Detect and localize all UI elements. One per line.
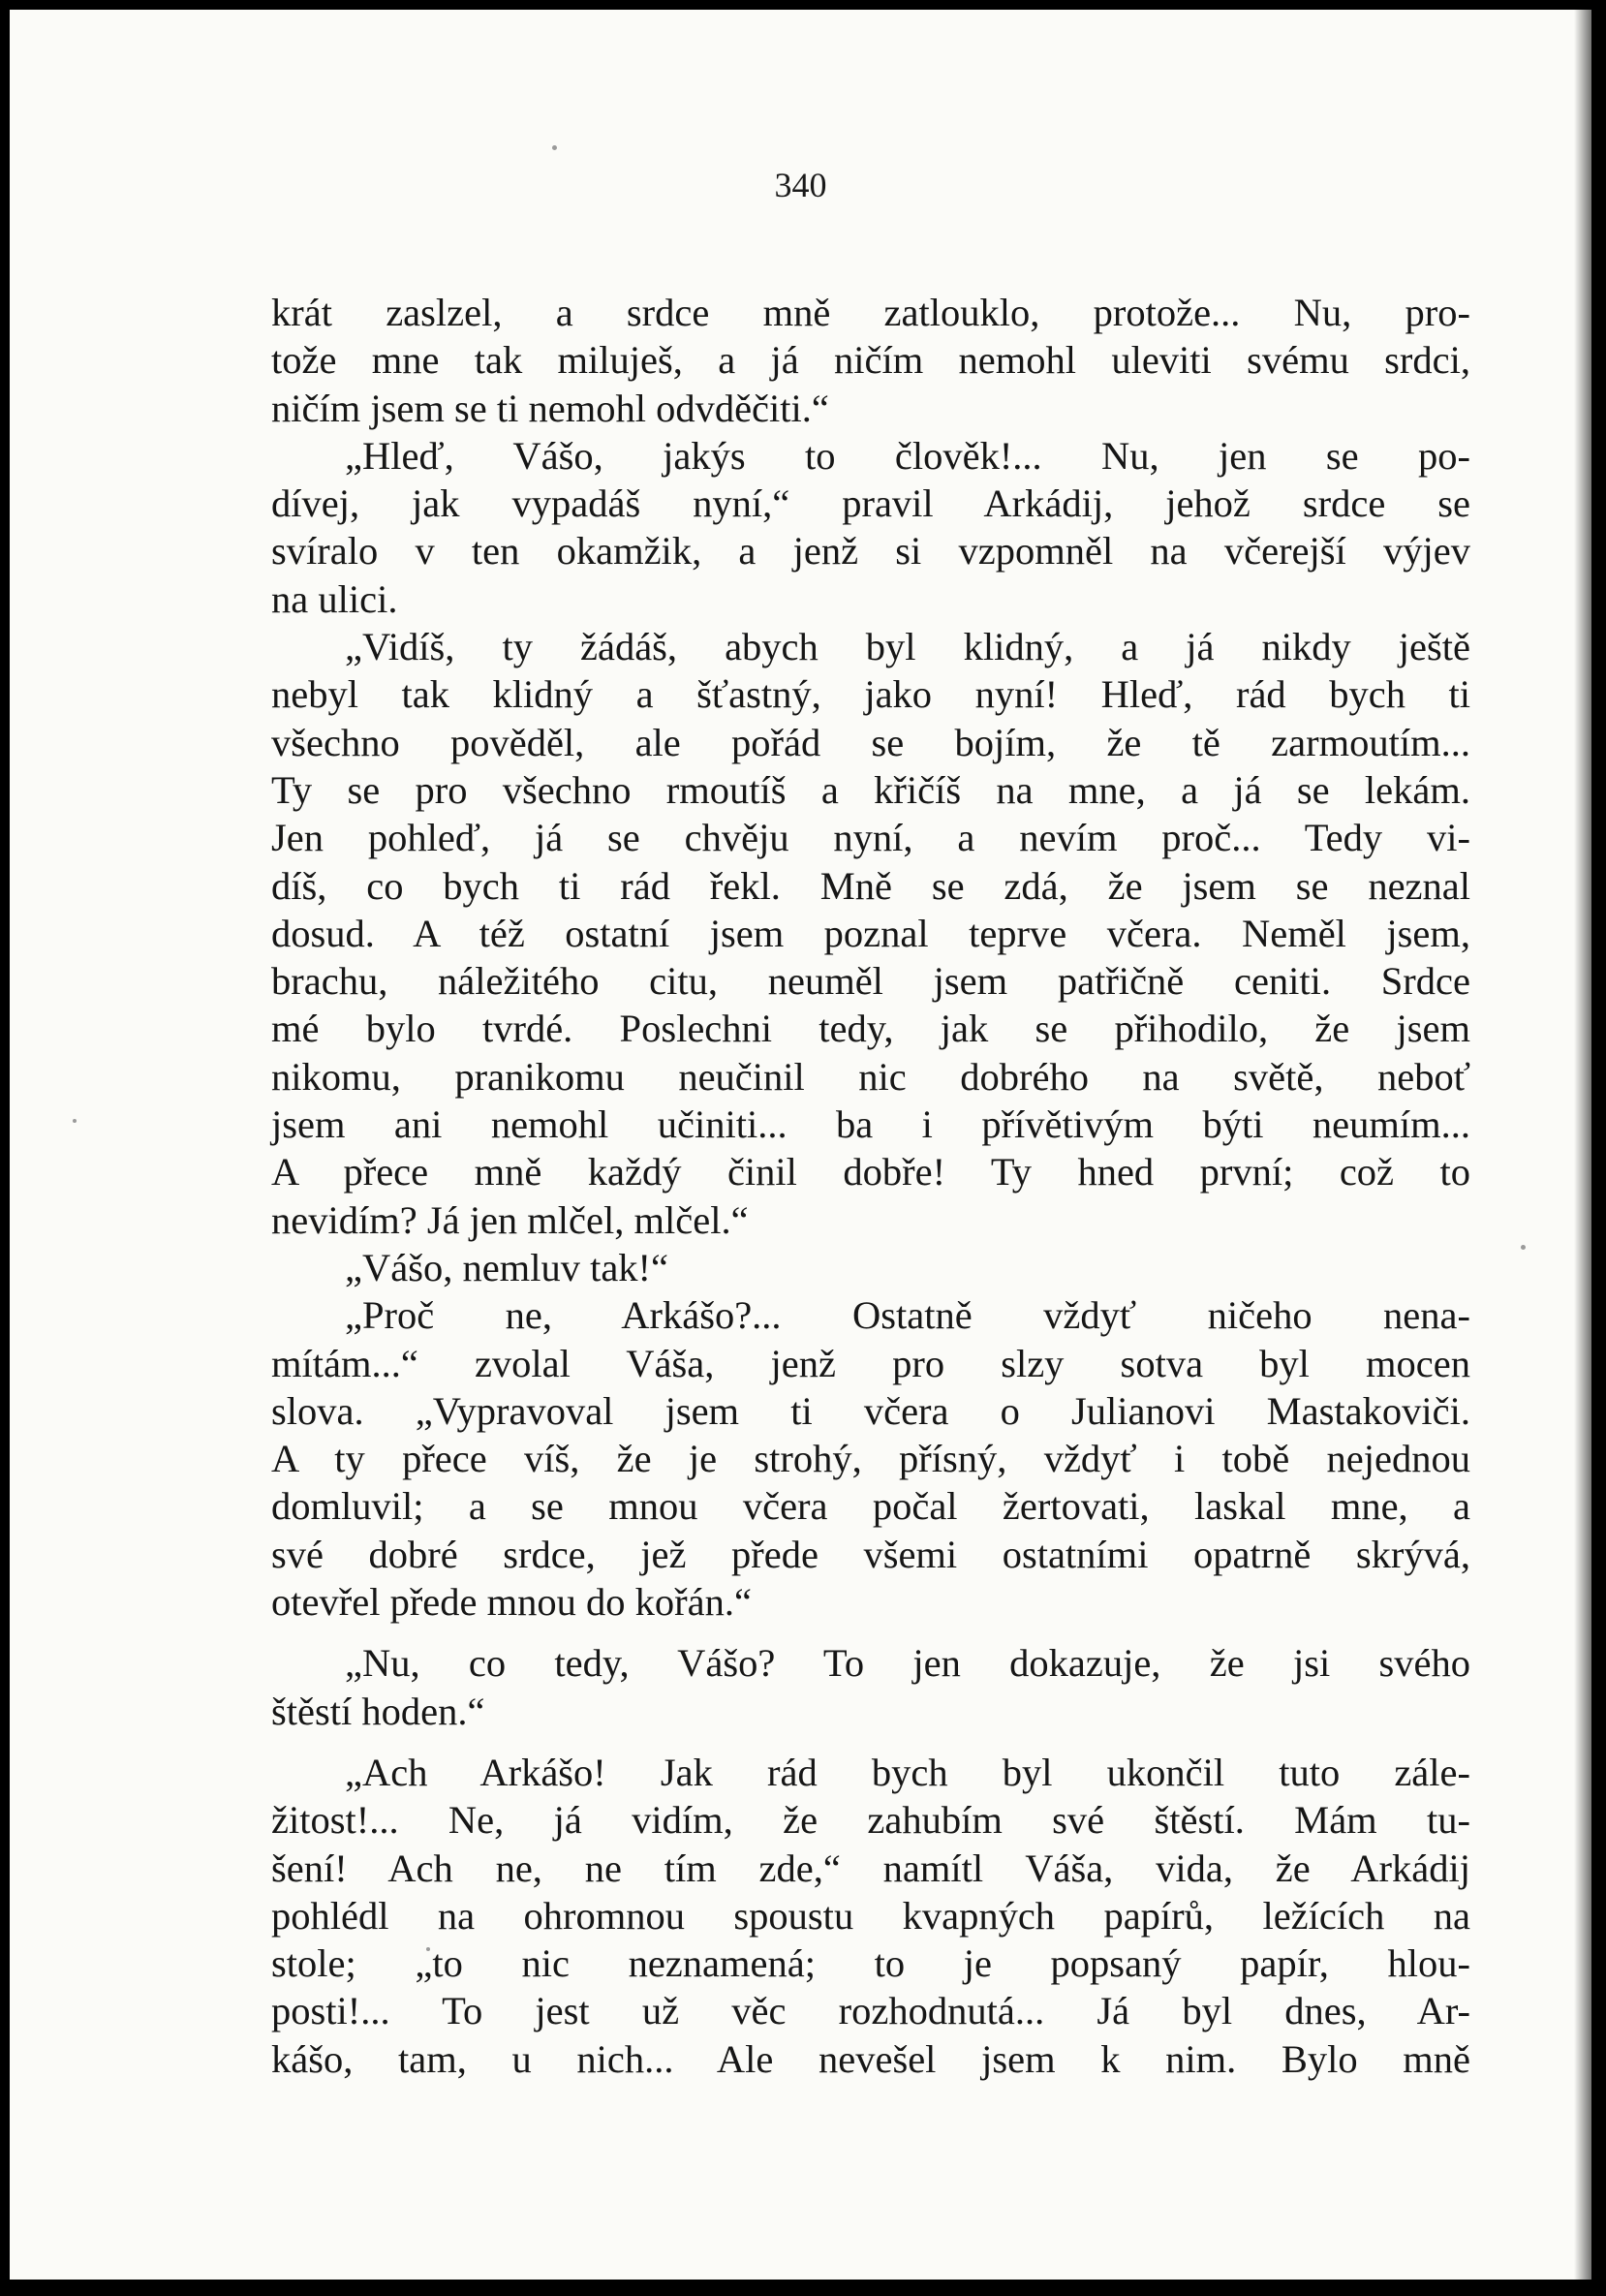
- text-line: svíralo v ten okamžik, a jenž si vzpomněl na včerejší výjev: [271, 529, 1470, 574]
- body-text: [271, 289, 1470, 2083]
- page-edge-shadow: [1574, 10, 1591, 2280]
- text-line: kášo, tam, u nich... Ale nevešel jsem k nim. Bylo mně: [271, 2036, 1470, 2081]
- text-line: nebyl tak klidný a šťastný, jako nyní! Hleď, rád bych ti: [271, 672, 1470, 717]
- text-line: mítám...“ zvolal Váša, jenž pro slzy sotva byl mocen: [271, 1341, 1470, 1385]
- text-line: všechno pověděl, ale pořád se bojím, že tě zarmoutím...: [271, 720, 1470, 764]
- text-line: A přece mně každý činil dobře! Ty hned první; což to: [271, 1150, 1470, 1195]
- text-line: dosud. A též ostatní jsem poznal teprve včera. Neměl jsem,: [271, 911, 1470, 955]
- text-line: své dobré srdce, jež přede všemi ostatními opatrně skrývá,: [271, 1532, 1470, 1576]
- text-line: nikomu, pranikomu neučinil nic dobrého na světě, neboť: [271, 1054, 1470, 1099]
- text-line: „Hleď, Vášo, jakýs to člověk!... Nu, jen se po-: [345, 433, 1470, 478]
- text-line: dívej, jak vypadáš nyní,“ pravil Arkádij, jehož srdce se: [271, 481, 1470, 526]
- text-line: ničím jsem se ti nemohl odvděčiti.“: [271, 386, 829, 430]
- text-line: Jen pohleď, já se chvěju nyní, a nevím proč... Tedy vi-: [271, 816, 1470, 860]
- scan-speck: [552, 145, 557, 150]
- text-line: nevidím? Já jen mlčel, mlčel.“: [271, 1197, 749, 1242]
- text-line: „Nu, co tedy, Vášo? To jen dokazuje, že jsi svého: [345, 1641, 1470, 1686]
- text-line: mé bylo tvrdé. Poslechni tedy, jak se přihodilo, že jsem: [271, 1007, 1470, 1051]
- text-line: domluvil; a se mnou včera počal žertovati, laskal mne, a: [271, 1484, 1470, 1529]
- text-line: na ulici.: [271, 576, 398, 621]
- page-number: 340: [774, 166, 827, 204]
- text-line: šení! Ach ne, ne tím zde,“ namítl Váša, vida, že Arkádij: [271, 1846, 1470, 1890]
- text-line: A ty přece víš, že je strohý, přísný, vždyť i tobě nejednou: [271, 1437, 1470, 1481]
- text-line: tože mne tak miluješ, a já ničím nemohl uleviti svému srdci,: [271, 338, 1470, 383]
- text-line: brachu, náležitého citu, neuměl jsem patřičně ceniti. Srdce: [271, 959, 1470, 1004]
- text-line: pohlédl na ohromnou spoustu kvapných papírů, ležících na: [271, 1893, 1470, 1938]
- text-line: jsem ani nemohl učiniti... ba i přívětivým býti neumím...: [271, 1102, 1470, 1147]
- scan-speck: [73, 1119, 77, 1123]
- text-line: štěstí hoden.“: [271, 1689, 485, 1733]
- text-line: „Vášo, nemluv tak!“: [345, 1245, 669, 1289]
- text-line: díš, co bych ti rád řekl. Mně se zdá, že jsem se neznal: [271, 863, 1470, 908]
- book-page: [10, 10, 1591, 2280]
- text-line: „Vidíš, ty žádáš, abych byl klidný, a já nikdy ještě: [345, 625, 1470, 669]
- text-line: žitost!... Ne, já vidím, že zahubím své štěstí. Mám tu-: [271, 1798, 1470, 1843]
- text-line: stole; „to nic neznamená; to je popsaný papír, hlou-: [271, 1941, 1470, 1986]
- scan-speck: [1521, 1245, 1526, 1250]
- text-line: „Proč ne, Arkášo?... Ostatně vždyť ničeho nena-: [345, 1293, 1470, 1338]
- text-line: posti!... To jest už věc rozhodnutá... Já byl dnes, Ar-: [271, 1989, 1470, 2033]
- text-line: slova. „Vypravoval jsem ti včera o Julianovi Mastakoviči.: [271, 1388, 1470, 1433]
- text-line: Ty se pro všechno rmoutíš a křičíš na mne, a já se lekám.: [271, 767, 1470, 812]
- text-line: otevřel přede mnou do kořán.“: [271, 1580, 752, 1625]
- text-line: krát zaslzel, a srdce mně zatlouklo, protože... Nu, pro-: [271, 291, 1470, 334]
- text-line: „Ach Arkášo! Jak rád bych byl ukončil tuto zále-: [345, 1750, 1470, 1794]
